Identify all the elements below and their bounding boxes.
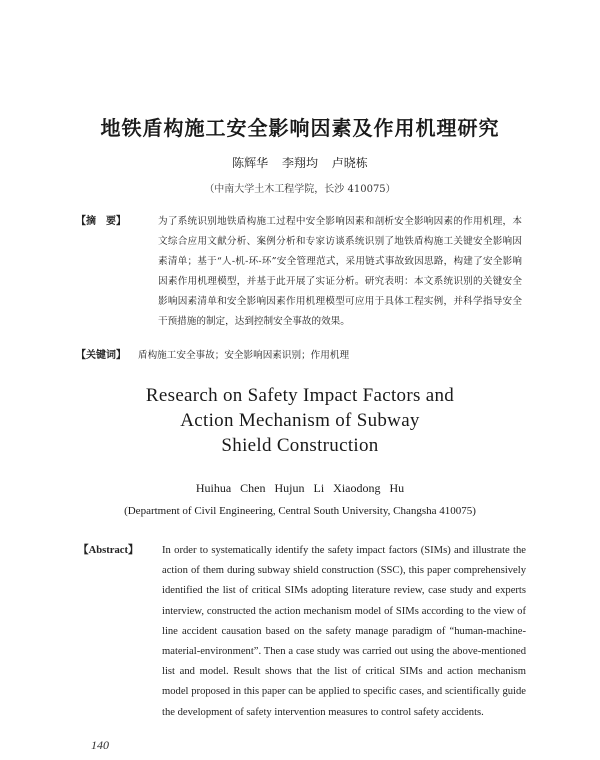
chinese-abstract-label: 【摘 要】 [76,216,126,227]
chinese-keywords-text: 盾构施工安全事故；安全影响因素识别；作用机理 [138,350,350,361]
chinese-title: 地铁盾构施工安全影响因素及作用机理研究 [100,116,500,140]
english-title [0,383,600,458]
chinese-authors: 陈辉华 李翔均 卢晓栋 [232,156,368,170]
english-abstract-label: 【Abstract】 [78,545,139,556]
chinese-keywords-label: 【关键词】 [76,350,126,361]
english-abstract-text: In order to systematically identify the safety impact factors (SIMs) and illustrate the action of them during subway shield construction (SSC), this paper comprehensively identified the list of critical SIMs adopting literature review, case study and experts interview, constructed the action mechanism model of SIMs according to the view of line accident causation based on the safety manage paradigm of “human-machine-material-environment”. Then a case study was carried out using the above-mentioned list and model. Result shows that the list of critical SIMs and action mechanism model proposed in this paper can be applied to specific cases, and scientifically guide the development of safety intervention measures to control safety accidents. [162,545,526,718]
english-affiliation: (Department of Civil Engineering, Central South University, Changsha 410075) [124,505,476,517]
chinese-abstract [76,212,522,332]
english-title-line-3: Shield Construction [221,435,379,456]
english-authors: Huihua Chen Hujun Li Xiaodong Hu [195,481,405,495]
english-abstract [78,541,526,723]
english-title-line-1: Research on Safety Impact Factors and [145,385,455,406]
chinese-affiliation: （中南大学土木工程学院，长沙 410075） [204,184,396,195]
chinese-keywords [76,346,522,366]
chinese-abstract-text: 为了系统识别地铁盾构施工过程中安全影响因素和剖析安全影响因素的作用机理，本文综合应用文献分析、案例分析和专家访谈系统识别了地铁盾构施工关键安全影响因素清单；基于“人-机-环-环”安全管理范式，采用链式事故致因思路，构建了安全影响因素作用机理模型，并基于此开展了实证分析。研究表明：本文系统识别的关键安全影响因素清单和安全影响因素作用机理模型可应用于具体工程实例，并科学指导安全干预措施的制定，达到控制安全事故的效果。 [158,216,522,327]
english-title-line-2: Action Mechanism of Subway [180,410,420,431]
page-number: 140 [91,738,109,752]
